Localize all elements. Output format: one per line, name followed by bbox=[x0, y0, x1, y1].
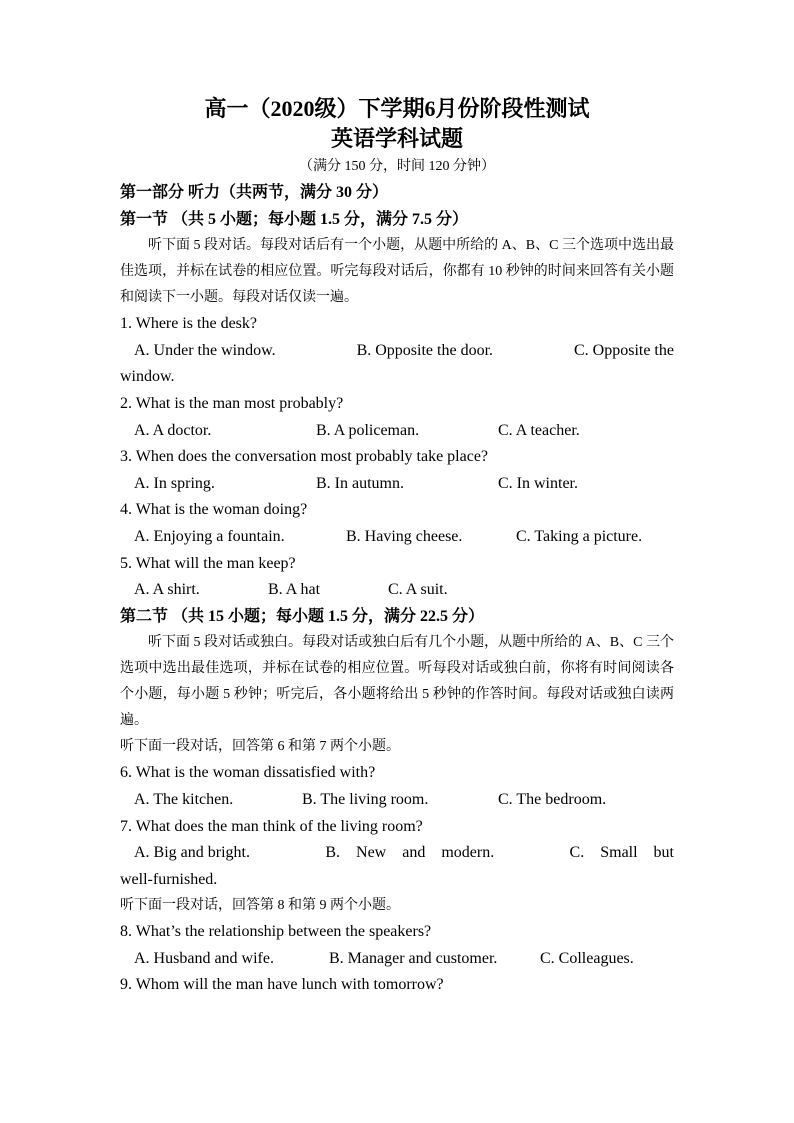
question-4-options bbox=[120, 524, 674, 551]
option-c: C. Opposite the bbox=[573, 341, 674, 359]
option-b: B. A policeman. bbox=[316, 421, 420, 439]
option-a: A. In spring. bbox=[134, 474, 215, 492]
part1-heading: 第一部分 听力（共两节，满分 30 分） bbox=[120, 184, 389, 201]
option-c: C. Taking a picture. bbox=[516, 527, 643, 545]
question-1-options bbox=[120, 338, 674, 365]
option-a: A. Husband and wife. bbox=[134, 949, 274, 967]
option-b: B. New and modern. bbox=[325, 844, 495, 862]
question-7-options bbox=[120, 840, 674, 867]
section2-heading: 第二节 （共 15 小题；每小题 1.5 分，满分 22.5 分） bbox=[120, 607, 485, 625]
option-b: B. Manager and customer. bbox=[329, 949, 498, 967]
option-b: B. Opposite the door. bbox=[356, 341, 494, 359]
option-b: B. The living room. bbox=[302, 790, 429, 808]
group1-intro: 听下面一段对话，回答第 6 和第 7 两个小题。 bbox=[120, 739, 400, 755]
option-c: C. A teacher. bbox=[498, 421, 580, 439]
option-b: B. A hat bbox=[268, 581, 321, 599]
option-a: A. Under the window. bbox=[134, 341, 276, 359]
option-c: C. In winter. bbox=[498, 474, 578, 492]
option-c: C. Small but bbox=[569, 844, 674, 862]
option-b: B. Having cheese. bbox=[346, 527, 463, 545]
section1-instructions: 听下面 5 段对话。每段对话后有一个小题，从题中所给的 A、B、C 三个选项中选出最佳选项，并标在试卷的相应位置。听完每段对话后，你都有 10 秒钟的时间来回答有关小题和阅读下一小题。每段对话仅读一遍。 bbox=[120, 238, 674, 306]
option-a: A. Big and bright. bbox=[134, 844, 250, 862]
question-5-stem: 5. What will the man keep? bbox=[120, 554, 296, 572]
exam-content bbox=[120, 94, 674, 999]
exam-subtitle: 英语学科试题 bbox=[330, 126, 463, 151]
exam-title: 高一（2020级）下学期6月份阶段性测试 bbox=[204, 96, 590, 121]
question-3-stem: 3. When does the conversation most probably take place? bbox=[120, 448, 489, 466]
question-8-stem: 8. What’s the relationship between the speakers? bbox=[120, 923, 432, 941]
question-9-stem: 9. Whom will the man have lunch with tomorrow? bbox=[120, 976, 444, 994]
question-2-stem: 2. What is the man most probably? bbox=[120, 394, 344, 412]
question-3-options bbox=[120, 471, 674, 498]
question-6-options bbox=[120, 787, 674, 814]
exam-meta: （满分 150 分，时间 120 分钟） bbox=[299, 159, 495, 174]
section2-instructions: 听下面 5 段对话或独白。每段对话或独白后有几个小题，从题中所给的 A、B、C 三个选项中选出最佳选项，并标在试卷的相应位置。听每段对话或独白前，你将有时间阅读各个小题，每小题 5 秒钟；听完后，各小题将给出 5 秒钟的作答时间。每段对话或独白读两遍。 bbox=[120, 635, 674, 729]
option-a: A. The kitchen. bbox=[134, 790, 234, 808]
option-c-continued: well-furnished. bbox=[120, 870, 218, 888]
group2-intro: 听下面一段对话，回答第 8 和第 9 两个小题。 bbox=[120, 898, 400, 914]
option-c-continued: window. bbox=[120, 368, 175, 386]
option-c: C. Colleagues. bbox=[540, 949, 634, 967]
question-6-stem: 6. What is the woman dissatisfied with? bbox=[120, 764, 376, 782]
question-8-options bbox=[120, 946, 674, 973]
option-c: C. The bedroom. bbox=[498, 790, 607, 808]
option-c: C. A suit. bbox=[388, 581, 448, 599]
question-2-options bbox=[120, 418, 674, 445]
option-b: B. In autumn. bbox=[316, 474, 404, 492]
question-4-stem: 4. What is the woman doing? bbox=[120, 501, 308, 519]
question-5-options bbox=[120, 577, 674, 604]
option-a: A. A shirt. bbox=[134, 581, 200, 599]
question-7-stem: 7. What does the man think of the living room? bbox=[120, 817, 423, 835]
section1-heading: 第一节 （共 5 小题；每小题 1.5 分，满分 7.5 分） bbox=[120, 210, 469, 228]
question-1-stem: 1. Where is the desk? bbox=[120, 315, 257, 333]
option-a: A. Enjoying a fountain. bbox=[134, 527, 285, 545]
option-a: A. A doctor. bbox=[134, 421, 212, 439]
